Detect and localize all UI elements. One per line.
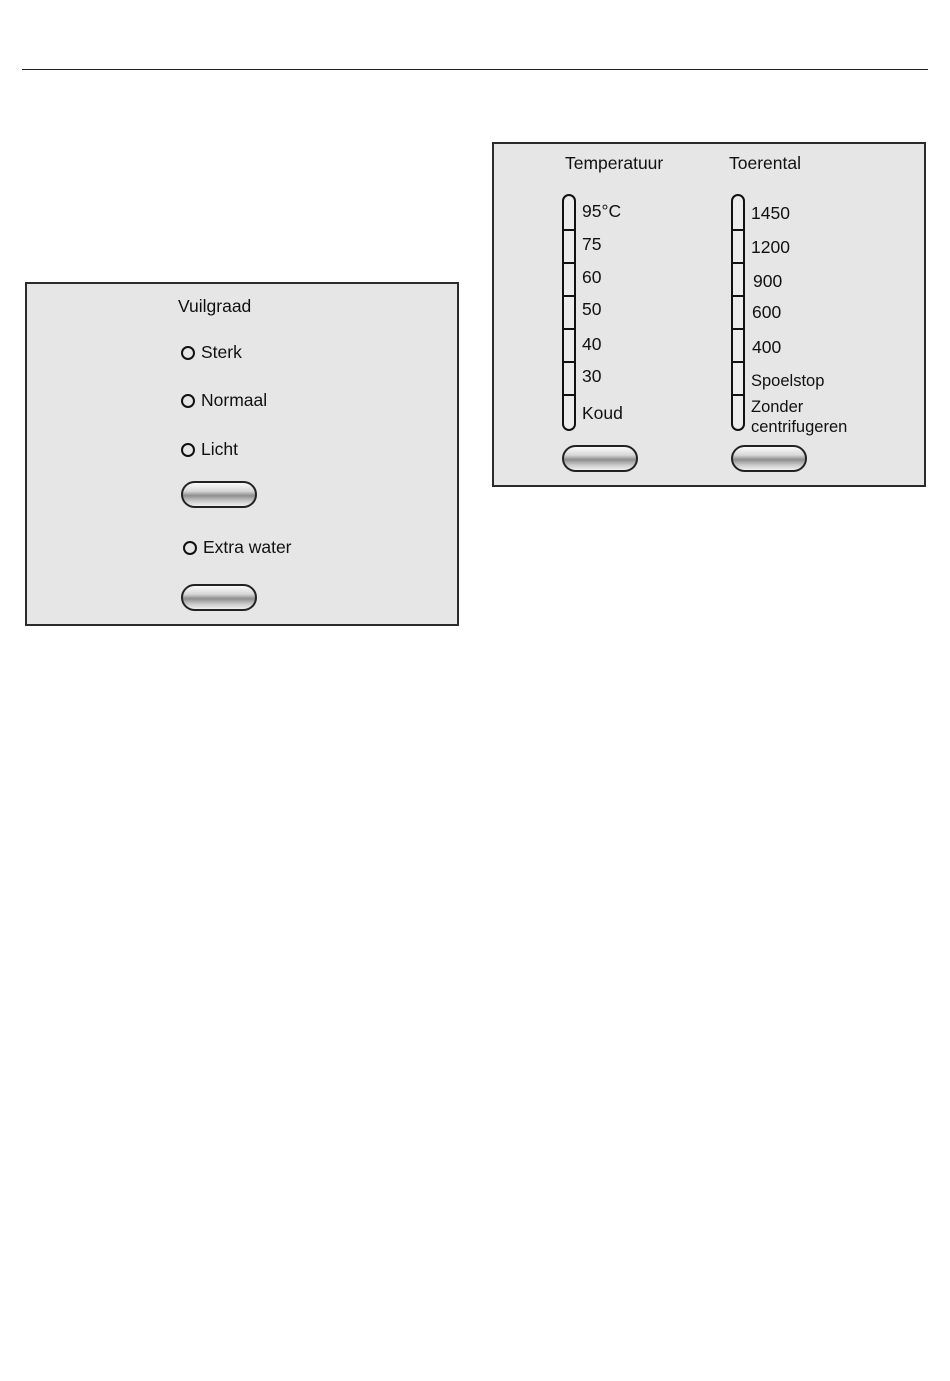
scale-tick xyxy=(731,229,745,231)
scale-tick xyxy=(562,229,576,231)
scale-tick xyxy=(562,328,576,330)
option-label: Extra water xyxy=(203,537,292,557)
scale-tick xyxy=(731,394,745,396)
scale-tick xyxy=(731,361,745,363)
temperatuur-button[interactable] xyxy=(562,445,638,472)
vuilgraad-option-licht xyxy=(181,439,238,460)
toerental-value: 600 xyxy=(752,302,782,322)
vuilgraad-option-sterk xyxy=(181,342,242,363)
temperatuur-value: 75 xyxy=(582,234,602,254)
vuilgraad-option-normaal xyxy=(181,390,267,411)
scale-tick xyxy=(562,361,576,363)
temperatuur-toerental-panel xyxy=(492,142,926,487)
scale-tick xyxy=(731,328,745,330)
indicator-light-icon xyxy=(181,443,195,457)
scale-tick xyxy=(562,262,576,264)
scale-tick xyxy=(562,394,576,396)
toerental-value: Spoelstop xyxy=(751,372,825,390)
extra-water-button[interactable] xyxy=(181,584,257,611)
temperatuur-value: 40 xyxy=(582,334,602,354)
vuilgraad-title: Vuilgraad xyxy=(178,296,252,316)
scale-tick xyxy=(731,295,745,297)
option-label: Licht xyxy=(201,439,238,459)
temperatuur-title: Temperatuur xyxy=(565,153,664,173)
option-label: Normaal xyxy=(201,390,268,410)
extra-water-option xyxy=(183,537,292,558)
toerental-button[interactable] xyxy=(731,445,807,472)
indicator-light-icon xyxy=(183,541,197,555)
toerental-value: 400 xyxy=(752,337,782,357)
indicator-light-icon xyxy=(181,394,195,408)
toerental-title: Toerental xyxy=(729,153,801,173)
scale-tick xyxy=(731,262,745,264)
indicator-light-icon xyxy=(181,346,195,360)
temperatuur-value: 60 xyxy=(582,267,602,287)
vuilgraad-button[interactable] xyxy=(181,481,257,508)
toerental-value-line1: Zonder xyxy=(751,398,804,416)
temperatuur-value: Koud xyxy=(582,403,623,423)
temperatuur-value: 50 xyxy=(582,299,602,319)
vuilgraad-panel xyxy=(25,282,459,626)
option-label: Sterk xyxy=(201,342,242,362)
toerental-value: 1450 xyxy=(751,203,790,223)
temperatuur-value: 95°C xyxy=(582,201,622,221)
scale-tick xyxy=(562,295,576,297)
toerental-value-line2: centrifugeren xyxy=(751,418,848,436)
temperatuur-value: 30 xyxy=(582,366,602,386)
toerental-value: 1200 xyxy=(751,237,790,257)
toerental-value: 900 xyxy=(753,271,783,291)
header-rule xyxy=(22,69,928,70)
